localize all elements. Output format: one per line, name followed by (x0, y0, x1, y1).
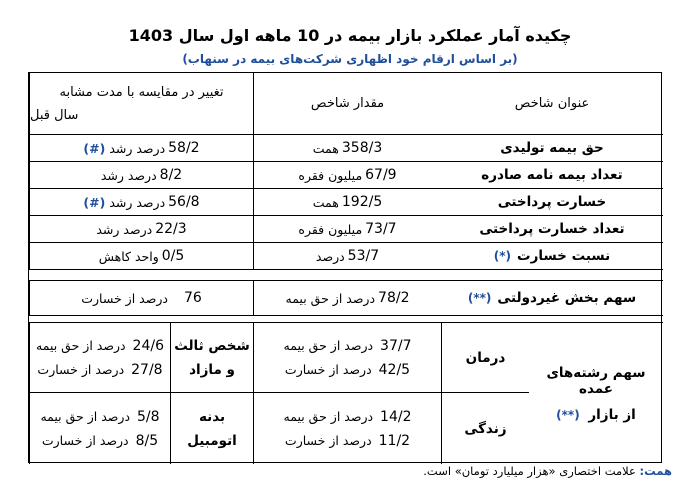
spacer-band (29, 270, 663, 281)
spacer-band (29, 316, 663, 323)
row-indicator (441, 189, 663, 216)
row-value-unit: همت (312, 194, 339, 210)
gov-share-label-text: سهم بخش غیردولتی (497, 290, 637, 306)
row-change (29, 189, 253, 216)
row-change-number: 56/8 (168, 194, 200, 210)
third-party-values (29, 323, 170, 393)
auto-body-premium-text: درصد از حق بیمه (40, 408, 131, 424)
major-lines-label-line1: سهم رشته‌های عمده (546, 364, 646, 397)
row-change-number: 0/5 (161, 248, 185, 264)
major-lines-label-line2: از بازار (588, 406, 636, 423)
row-change (29, 162, 253, 189)
life-loss (285, 433, 410, 449)
stats-table (28, 72, 662, 463)
header-change (29, 73, 253, 135)
health-premium-text: درصد از حق بیمه (283, 337, 374, 353)
row-indicator (441, 162, 663, 189)
row-value (253, 243, 441, 270)
row-change-text: درصد رشد (100, 167, 157, 183)
row-indicator (441, 216, 663, 243)
third-party-loss-text: درصد از خسارت (37, 361, 125, 377)
health-loss-number: 42/5 (378, 361, 411, 378)
footnote (423, 464, 672, 478)
gov-share-loss-text: درصد از خسارت (81, 290, 168, 306)
row-value (253, 216, 441, 243)
row-change-mark: (#) (83, 140, 106, 156)
auto-body-values (29, 393, 170, 464)
gov-share-mark: (**) (467, 291, 492, 305)
row-value-number: 192/5 (341, 194, 383, 210)
life-premium-text: درصد از حق بیمه (283, 408, 374, 424)
row-change (29, 135, 253, 162)
third-party-label-line1: شخص ثالث (174, 337, 250, 354)
health-loss (285, 362, 410, 378)
row-value (253, 189, 441, 216)
auto-body-label-line1: بدنه (198, 408, 226, 425)
page-title: چکیده آمار عملکرد بازار بیمه در 10 ماهه اول سال 1403 (128, 26, 572, 45)
row-value (253, 135, 441, 162)
row-value-unit: همت (312, 140, 339, 156)
third-party-label (170, 323, 253, 393)
auto-body-label (170, 393, 253, 464)
row-change-text: واحد کاهش (98, 248, 159, 264)
health-values (253, 323, 441, 393)
life-label-text: زندگی (464, 420, 507, 437)
header-indicator-label: عنوان شاخص (514, 96, 590, 111)
header-change-line1: تغییر در مقایسه با مدت مشابه (59, 84, 224, 100)
row-change-number: 8/2 (159, 167, 183, 183)
gov-share-loss (29, 281, 253, 316)
third-party-premium-text: درصد از حق بیمه (36, 337, 126, 353)
row-change-text: درصد رشد (96, 221, 153, 237)
row-indicator-mark: (*) (493, 249, 512, 263)
row-change-number: 58/2 (168, 140, 200, 156)
health-label-text: درمان (465, 349, 506, 366)
gov-share-premium-text: درصد از حق بیمه (285, 290, 376, 306)
row-change-text: درصد رشد (109, 194, 166, 210)
major-lines-mark: (**) (556, 407, 580, 422)
life-premium (284, 409, 412, 425)
life-loss-number: 11/2 (378, 432, 411, 449)
life-loss-text: درصد از خسارت (284, 432, 372, 448)
row-value-unit: درصد (315, 248, 345, 264)
gov-share-label (441, 281, 663, 316)
header-change-line2: سال قبل (30, 107, 79, 123)
header-indicator (441, 73, 663, 135)
health-label (441, 323, 529, 393)
life-label (441, 393, 529, 464)
row-indicator-label: حق بیمه تولیدی (500, 140, 604, 156)
row-value-number: 67/9 (365, 167, 397, 183)
row-value-number: 358/3 (341, 140, 383, 156)
row-value (253, 162, 441, 189)
row-value-unit: میلیون فقره (298, 167, 363, 183)
row-change-text: درصد رشد (109, 140, 166, 156)
third-party-label-line2: و مازاد (189, 361, 235, 378)
life-values (253, 393, 441, 464)
health-premium-number: 37/7 (380, 337, 412, 354)
row-indicator (441, 243, 663, 270)
row-indicator-label: تعداد بیمه نامه صادره (481, 167, 623, 183)
row-indicator-label: خسارت پرداختی (497, 194, 607, 210)
health-premium (284, 338, 412, 354)
life-premium-number: 14/2 (380, 408, 412, 425)
third-party-premium (36, 338, 164, 354)
major-lines-share-label (529, 323, 663, 464)
auto-body-loss-text: درصد از خسارت (41, 432, 129, 448)
health-loss-text: درصد از خسارت (284, 361, 372, 377)
third-party-premium-number: 24/6 (132, 337, 164, 354)
footnote-text: علامت اختصاری «هزار میلیارد تومان» است. (423, 464, 636, 478)
row-change (29, 243, 253, 270)
row-change-number: 22/3 (155, 221, 187, 237)
auto-body-loss-number: 8/5 (135, 432, 159, 449)
header-value (253, 73, 441, 135)
auto-body-label-line2: اتومبیل (187, 432, 237, 449)
gov-share-premium-number: 78/2 (378, 290, 410, 306)
header-value-label: مقدار شاخص (310, 96, 385, 111)
auto-body-loss (42, 433, 158, 449)
row-value-number: 73/7 (365, 221, 397, 237)
row-indicator-label: نسبت خسارت (517, 248, 611, 264)
row-change (29, 216, 253, 243)
third-party-loss (37, 362, 162, 378)
row-change-mark: (#) (83, 194, 106, 210)
row-indicator (441, 135, 663, 162)
gov-share-premium (253, 281, 441, 316)
row-value-unit: میلیون فقره (298, 221, 363, 237)
major-lines-label-line2-wrap (556, 407, 636, 423)
gov-share-loss-number: 76 (183, 290, 202, 306)
page-subtitle: (بر اساس ارقام خود اظهاری شرکت‌های بیمه در سنهاب) (182, 52, 518, 66)
footnote-label: همت: (639, 464, 672, 478)
row-value-number: 53/7 (347, 248, 380, 264)
auto-body-premium (40, 409, 159, 425)
auto-body-premium-number: 5/8 (137, 408, 160, 425)
third-party-loss-number: 27/8 (131, 361, 163, 378)
row-indicator-label: تعداد خسارت پرداختی (479, 221, 625, 237)
